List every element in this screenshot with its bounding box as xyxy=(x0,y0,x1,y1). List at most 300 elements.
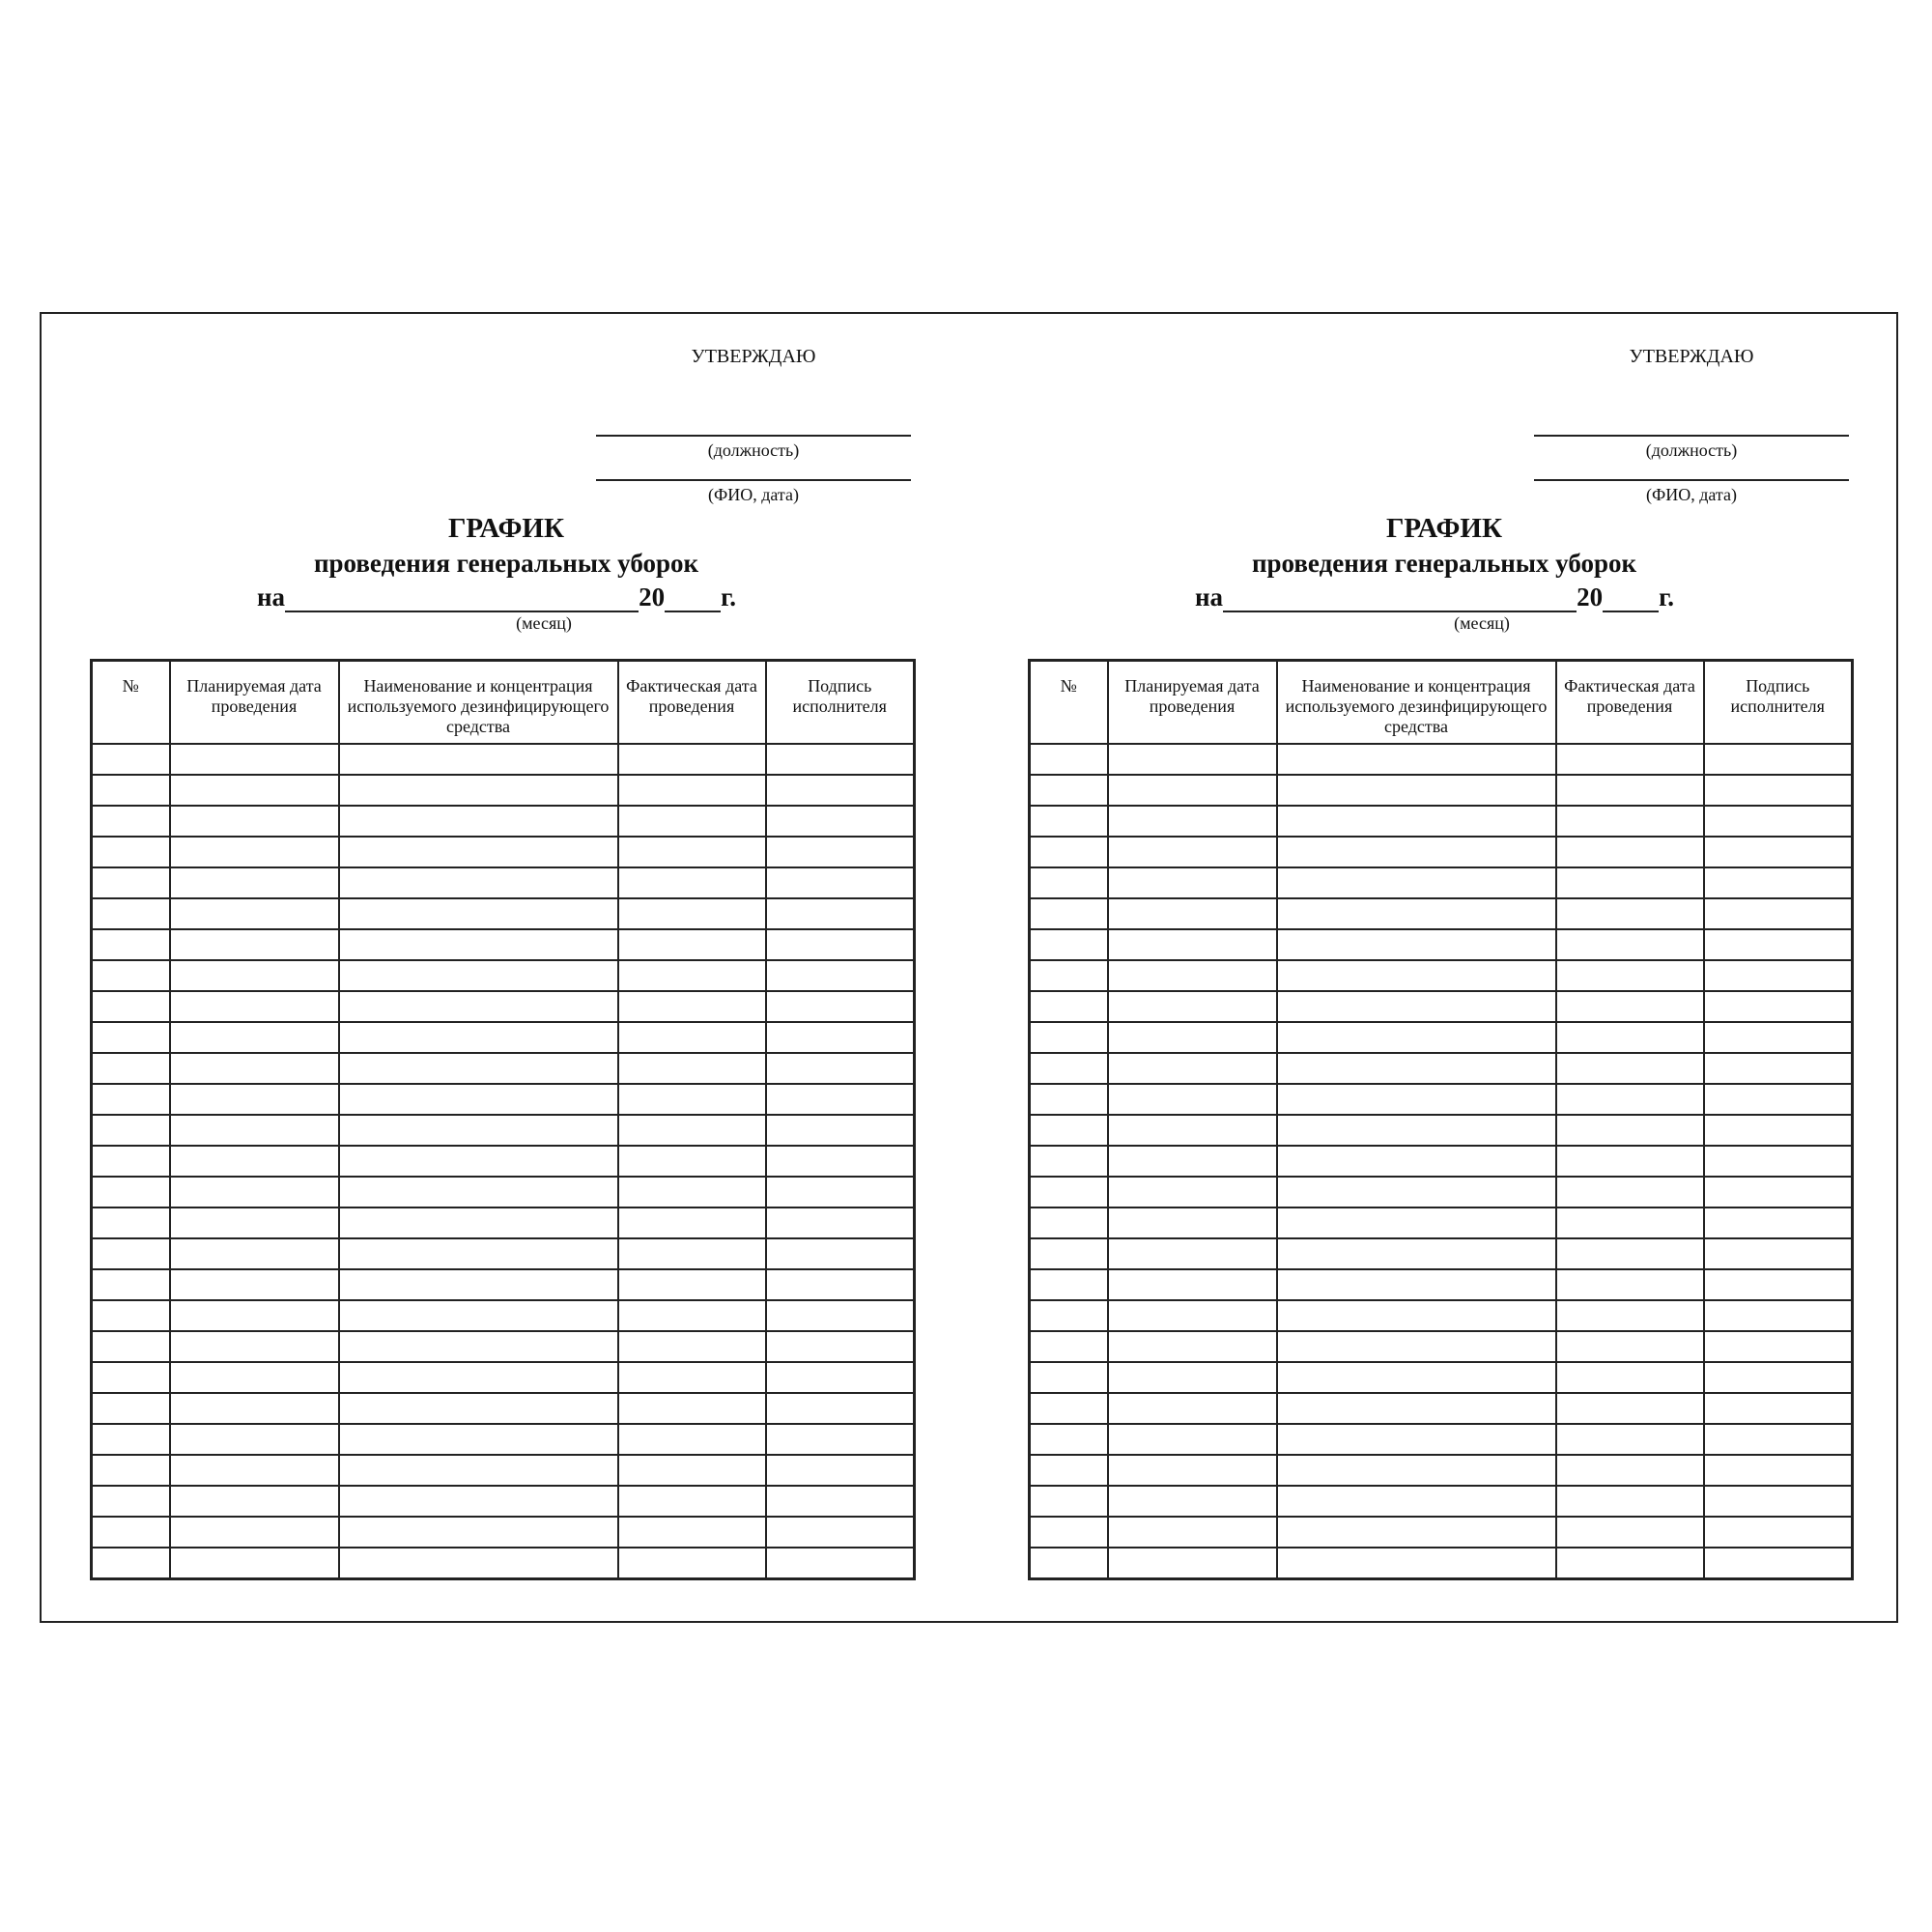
planned-date-cell[interactable] xyxy=(1108,1424,1277,1455)
disinfectant-cell[interactable] xyxy=(1277,806,1556,837)
number-cell[interactable] xyxy=(1030,1269,1108,1300)
planned-date-cell[interactable] xyxy=(1108,1548,1277,1579)
planned-date-cell[interactable] xyxy=(170,1486,339,1517)
planned-date-cell[interactable] xyxy=(1108,867,1277,898)
actual-date-cell[interactable] xyxy=(1556,1238,1704,1269)
name-date-line[interactable] xyxy=(596,479,911,481)
table-row xyxy=(1030,1269,1853,1300)
actual-date-cell[interactable] xyxy=(1556,1208,1704,1238)
actual-date-cell[interactable] xyxy=(618,1517,766,1548)
planned-date-cell[interactable] xyxy=(170,1053,339,1084)
disinfectant-cell[interactable] xyxy=(339,960,618,991)
disinfectant-cell[interactable] xyxy=(1277,1115,1556,1146)
disinfectant-cell[interactable] xyxy=(1277,929,1556,960)
disinfectant-cell[interactable] xyxy=(339,991,618,1022)
signature-cell[interactable] xyxy=(766,898,915,929)
actual-date-cell[interactable] xyxy=(618,806,766,837)
number-cell[interactable] xyxy=(92,1300,170,1331)
disinfectant-cell[interactable] xyxy=(1277,1022,1556,1053)
number-cell[interactable] xyxy=(1030,1362,1108,1393)
signature-cell[interactable] xyxy=(766,1455,915,1486)
actual-date-cell[interactable] xyxy=(1556,1517,1704,1548)
actual-date-cell[interactable] xyxy=(1556,898,1704,929)
signature-cell[interactable] xyxy=(1704,1424,1853,1455)
number-cell[interactable] xyxy=(92,1548,170,1579)
planned-date-cell[interactable] xyxy=(170,1084,339,1115)
disinfectant-cell[interactable] xyxy=(1277,867,1556,898)
disinfectant-cell[interactable] xyxy=(339,1084,618,1115)
actual-date-cell[interactable] xyxy=(618,1548,766,1579)
month-blank[interactable] xyxy=(285,583,639,612)
number-cell[interactable] xyxy=(1030,1548,1108,1579)
planned-date-cell[interactable] xyxy=(1108,1269,1277,1300)
disinfectant-cell[interactable] xyxy=(339,1486,618,1517)
actual-date-cell[interactable] xyxy=(618,898,766,929)
number-cell[interactable] xyxy=(1030,837,1108,867)
table-row xyxy=(1030,1548,1853,1579)
number-cell[interactable] xyxy=(92,1177,170,1208)
disinfectant-cell[interactable] xyxy=(339,929,618,960)
disinfectant-cell[interactable] xyxy=(1277,1548,1556,1579)
actual-date-cell[interactable] xyxy=(1556,775,1704,806)
signature-cell[interactable] xyxy=(1704,744,1853,775)
disinfectant-cell[interactable] xyxy=(339,1517,618,1548)
planned-date-cell[interactable] xyxy=(170,837,339,867)
signature-cell[interactable] xyxy=(1704,806,1853,837)
number-cell[interactable] xyxy=(92,1146,170,1177)
table-row xyxy=(92,1177,915,1208)
number-cell[interactable] xyxy=(1030,1455,1108,1486)
disinfectant-cell[interactable] xyxy=(339,1115,618,1146)
planned-date-cell[interactable] xyxy=(170,960,339,991)
year-prefix: 20 xyxy=(1577,582,1604,611)
signature-cell[interactable] xyxy=(1704,1177,1853,1208)
number-cell[interactable] xyxy=(92,806,170,837)
planned-date-cell[interactable] xyxy=(1108,1208,1277,1238)
table-row xyxy=(92,1084,915,1115)
signature-cell[interactable] xyxy=(766,1053,915,1084)
planned-date-cell[interactable] xyxy=(1108,1517,1277,1548)
actual-date-cell[interactable] xyxy=(1556,806,1704,837)
disinfectant-cell[interactable] xyxy=(1277,837,1556,867)
number-cell[interactable] xyxy=(92,1362,170,1393)
signature-cell[interactable] xyxy=(766,1238,915,1269)
disinfectant-cell[interactable] xyxy=(1277,1331,1556,1362)
signature-cell[interactable] xyxy=(766,775,915,806)
planned-date-cell[interactable] xyxy=(170,1177,339,1208)
number-cell[interactable] xyxy=(1030,960,1108,991)
planned-date-cell[interactable] xyxy=(1108,744,1277,775)
actual-date-cell[interactable] xyxy=(618,1269,766,1300)
actual-date-cell[interactable] xyxy=(618,1238,766,1269)
number-cell[interactable] xyxy=(1030,1238,1108,1269)
actual-date-cell[interactable] xyxy=(1556,1393,1704,1424)
planned-date-cell[interactable] xyxy=(1108,837,1277,867)
number-cell[interactable] xyxy=(92,991,170,1022)
disinfectant-cell[interactable] xyxy=(339,1548,618,1579)
planned-date-cell[interactable] xyxy=(170,1146,339,1177)
actual-date-cell[interactable] xyxy=(618,991,766,1022)
signature-cell[interactable] xyxy=(1704,898,1853,929)
disinfectant-cell[interactable] xyxy=(1277,1053,1556,1084)
number-cell[interactable] xyxy=(92,1208,170,1238)
table-row xyxy=(1030,1486,1853,1517)
planned-date-cell[interactable] xyxy=(170,991,339,1022)
signature-cell[interactable] xyxy=(766,1269,915,1300)
number-cell[interactable] xyxy=(1030,1424,1108,1455)
actual-date-cell[interactable] xyxy=(1556,1115,1704,1146)
planned-date-cell[interactable] xyxy=(170,775,339,806)
planned-date-cell[interactable] xyxy=(170,1269,339,1300)
number-cell[interactable] xyxy=(92,775,170,806)
table-row xyxy=(1030,1053,1853,1084)
number-cell[interactable] xyxy=(92,1424,170,1455)
number-cell[interactable] xyxy=(92,1115,170,1146)
planned-date-cell[interactable] xyxy=(1108,991,1277,1022)
actual-date-cell[interactable] xyxy=(618,1146,766,1177)
disinfectant-cell[interactable] xyxy=(1277,1146,1556,1177)
signature-cell[interactable] xyxy=(1704,991,1853,1022)
planned-date-cell[interactable] xyxy=(1108,1022,1277,1053)
signature-cell[interactable] xyxy=(766,1424,915,1455)
planned-date-cell[interactable] xyxy=(170,1300,339,1331)
disinfectant-cell[interactable] xyxy=(1277,1238,1556,1269)
signature-cell[interactable] xyxy=(766,1393,915,1424)
planned-date-cell[interactable] xyxy=(1108,1053,1277,1084)
number-cell[interactable] xyxy=(92,1238,170,1269)
signature-cell[interactable] xyxy=(1704,1548,1853,1579)
signature-cell[interactable] xyxy=(766,1517,915,1548)
actual-date-cell[interactable] xyxy=(1556,1331,1704,1362)
signature-cell[interactable] xyxy=(1704,867,1853,898)
actual-date-cell[interactable] xyxy=(618,744,766,775)
disinfectant-cell[interactable] xyxy=(339,744,618,775)
planned-date-cell[interactable] xyxy=(170,1022,339,1053)
actual-date-cell[interactable] xyxy=(618,837,766,867)
actual-date-cell[interactable] xyxy=(618,1115,766,1146)
actual-date-cell[interactable] xyxy=(1556,960,1704,991)
planned-date-cell[interactable] xyxy=(1108,1362,1277,1393)
planned-date-cell[interactable] xyxy=(170,1424,339,1455)
disinfectant-cell[interactable] xyxy=(339,1393,618,1424)
number-cell[interactable] xyxy=(1030,1300,1108,1331)
planned-date-cell[interactable] xyxy=(170,1208,339,1238)
actual-date-cell[interactable] xyxy=(1556,991,1704,1022)
planned-date-cell[interactable] xyxy=(1108,1084,1277,1115)
disinfectant-cell[interactable] xyxy=(1277,1208,1556,1238)
signature-cell[interactable] xyxy=(766,806,915,837)
disinfectant-cell[interactable] xyxy=(339,1424,618,1455)
signature-cell[interactable] xyxy=(1704,1115,1853,1146)
number-cell[interactable] xyxy=(92,1517,170,1548)
number-cell[interactable] xyxy=(92,1053,170,1084)
signature-cell[interactable] xyxy=(766,1486,915,1517)
number-cell[interactable] xyxy=(1030,775,1108,806)
planned-date-cell[interactable] xyxy=(170,1517,339,1548)
signature-cell[interactable] xyxy=(1704,1486,1853,1517)
planned-date-cell[interactable] xyxy=(1108,1331,1277,1362)
actual-date-cell[interactable] xyxy=(1556,1146,1704,1177)
planned-date-cell[interactable] xyxy=(1108,1146,1277,1177)
signature-cell[interactable] xyxy=(766,1548,915,1579)
number-cell[interactable] xyxy=(1030,1517,1108,1548)
actual-date-cell[interactable] xyxy=(618,1208,766,1238)
disinfectant-cell[interactable] xyxy=(339,837,618,867)
table-row xyxy=(92,1022,915,1053)
planned-date-cell[interactable] xyxy=(170,867,339,898)
table-row xyxy=(1030,806,1853,837)
disinfectant-cell[interactable] xyxy=(1277,991,1556,1022)
table-row xyxy=(1030,837,1853,867)
table-row xyxy=(1030,1022,1853,1053)
actual-date-cell[interactable] xyxy=(1556,837,1704,867)
disinfectant-cell[interactable] xyxy=(1277,1362,1556,1393)
number-cell[interactable] xyxy=(92,1331,170,1362)
actual-date-cell[interactable] xyxy=(1556,744,1704,775)
signature-cell[interactable] xyxy=(1704,960,1853,991)
actual-date-cell[interactable] xyxy=(1556,1177,1704,1208)
disinfectant-cell[interactable] xyxy=(339,1362,618,1393)
signature-cell[interactable] xyxy=(766,1331,915,1362)
actual-date-cell[interactable] xyxy=(618,1022,766,1053)
signature-cell[interactable] xyxy=(766,960,915,991)
planned-date-cell[interactable] xyxy=(1108,960,1277,991)
table-row xyxy=(92,1300,915,1331)
actual-date-cell[interactable] xyxy=(618,1393,766,1424)
planned-date-cell[interactable] xyxy=(1108,1393,1277,1424)
disinfectant-cell[interactable] xyxy=(339,1300,618,1331)
disinfectant-cell[interactable] xyxy=(339,1146,618,1177)
number-cell[interactable] xyxy=(92,744,170,775)
signature-cell[interactable] xyxy=(1704,1146,1853,1177)
disinfectant-cell[interactable] xyxy=(339,1208,618,1238)
signature-cell[interactable] xyxy=(1704,1331,1853,1362)
name-date-line[interactable] xyxy=(1534,479,1849,481)
signature-cell[interactable] xyxy=(766,1177,915,1208)
signature-cell[interactable] xyxy=(1704,1084,1853,1115)
signature-cell[interactable] xyxy=(1704,1022,1853,1053)
actual-date-cell[interactable] xyxy=(1556,1053,1704,1084)
signature-cell[interactable] xyxy=(766,1084,915,1115)
planned-date-cell[interactable] xyxy=(170,806,339,837)
table-row xyxy=(92,1548,915,1579)
disinfectant-cell[interactable] xyxy=(1277,1177,1556,1208)
planned-date-cell[interactable] xyxy=(1108,1177,1277,1208)
actual-date-cell[interactable] xyxy=(1556,1486,1704,1517)
disinfectant-cell[interactable] xyxy=(1277,775,1556,806)
number-cell[interactable] xyxy=(92,867,170,898)
planned-date-cell[interactable] xyxy=(1108,1238,1277,1269)
year-blank[interactable] xyxy=(1603,583,1659,612)
disinfectant-cell[interactable] xyxy=(339,1331,618,1362)
number-cell[interactable] xyxy=(92,837,170,867)
actual-date-cell[interactable] xyxy=(1556,1362,1704,1393)
signature-cell[interactable] xyxy=(1704,929,1853,960)
actual-date-cell[interactable] xyxy=(1556,1424,1704,1455)
signature-cell[interactable] xyxy=(766,991,915,1022)
number-cell[interactable] xyxy=(1030,1331,1108,1362)
table-row xyxy=(92,1455,915,1486)
actual-date-cell[interactable] xyxy=(1556,1022,1704,1053)
disinfectant-cell[interactable] xyxy=(1277,1393,1556,1424)
planned-date-cell[interactable] xyxy=(1108,898,1277,929)
actual-date-cell[interactable] xyxy=(618,867,766,898)
number-cell[interactable] xyxy=(1030,929,1108,960)
number-cell[interactable] xyxy=(1030,898,1108,929)
disinfectant-cell[interactable] xyxy=(1277,1269,1556,1300)
planned-date-cell[interactable] xyxy=(170,1548,339,1579)
signature-cell[interactable] xyxy=(766,1146,915,1177)
number-cell[interactable] xyxy=(92,1022,170,1053)
column-header-actual-date: Фактическая дата проведения xyxy=(1556,661,1704,744)
actual-date-cell[interactable] xyxy=(618,775,766,806)
disinfectant-cell[interactable] xyxy=(339,1455,618,1486)
planned-date-cell[interactable] xyxy=(170,898,339,929)
disinfectant-cell[interactable] xyxy=(1277,1084,1556,1115)
actual-date-cell[interactable] xyxy=(618,1424,766,1455)
signature-cell[interactable] xyxy=(1704,1393,1853,1424)
number-cell[interactable] xyxy=(1030,806,1108,837)
signature-cell[interactable] xyxy=(766,1300,915,1331)
actual-date-cell[interactable] xyxy=(1556,1084,1704,1115)
signature-cell[interactable] xyxy=(1704,1362,1853,1393)
position-line[interactable] xyxy=(596,435,911,437)
disinfectant-cell[interactable] xyxy=(1277,1486,1556,1517)
actual-date-cell[interactable] xyxy=(618,960,766,991)
planned-date-cell[interactable] xyxy=(1108,1455,1277,1486)
number-cell[interactable] xyxy=(92,1486,170,1517)
actual-date-cell[interactable] xyxy=(618,1053,766,1084)
actual-date-cell[interactable] xyxy=(1556,1269,1704,1300)
number-cell[interactable] xyxy=(1030,1177,1108,1208)
signature-cell[interactable] xyxy=(766,1362,915,1393)
planned-date-cell[interactable] xyxy=(1108,775,1277,806)
position-line[interactable] xyxy=(1534,435,1849,437)
planned-date-cell[interactable] xyxy=(1108,1115,1277,1146)
number-cell[interactable] xyxy=(1030,1208,1108,1238)
table-row xyxy=(1030,898,1853,929)
disinfectant-cell[interactable] xyxy=(1277,1455,1556,1486)
signature-cell[interactable] xyxy=(1704,1269,1853,1300)
actual-date-cell[interactable] xyxy=(1556,1300,1704,1331)
disinfectant-cell[interactable] xyxy=(1277,744,1556,775)
number-cell[interactable] xyxy=(92,898,170,929)
disinfectant-cell[interactable] xyxy=(339,775,618,806)
disinfectant-cell[interactable] xyxy=(1277,1300,1556,1331)
signature-cell[interactable] xyxy=(766,1115,915,1146)
disinfectant-cell[interactable] xyxy=(339,1022,618,1053)
number-cell[interactable] xyxy=(1030,1393,1108,1424)
number-cell[interactable] xyxy=(1030,1486,1108,1517)
disinfectant-cell[interactable] xyxy=(339,867,618,898)
disinfectant-cell[interactable] xyxy=(1277,1517,1556,1548)
number-cell[interactable] xyxy=(1030,1146,1108,1177)
number-cell[interactable] xyxy=(1030,867,1108,898)
signature-cell[interactable] xyxy=(766,867,915,898)
actual-date-cell[interactable] xyxy=(1556,929,1704,960)
number-cell[interactable] xyxy=(92,1269,170,1300)
number-cell[interactable] xyxy=(92,929,170,960)
actual-date-cell[interactable] xyxy=(618,1300,766,1331)
planned-date-cell[interactable] xyxy=(170,929,339,960)
planned-date-cell[interactable] xyxy=(170,1115,339,1146)
actual-date-cell[interactable] xyxy=(618,1455,766,1486)
month-blank[interactable] xyxy=(1223,583,1577,612)
number-cell[interactable] xyxy=(1030,1053,1108,1084)
signature-cell[interactable] xyxy=(1704,1053,1853,1084)
number-cell[interactable] xyxy=(1030,744,1108,775)
planned-date-cell[interactable] xyxy=(1108,929,1277,960)
actual-date-cell[interactable] xyxy=(618,1362,766,1393)
signature-cell[interactable] xyxy=(1704,1238,1853,1269)
number-cell[interactable] xyxy=(92,1084,170,1115)
planned-date-cell[interactable] xyxy=(1108,806,1277,837)
table-row xyxy=(1030,1084,1853,1115)
name-date-caption: (ФИО, дата) xyxy=(1646,485,1737,504)
actual-date-cell[interactable] xyxy=(1556,1455,1704,1486)
table-row xyxy=(1030,1455,1853,1486)
disinfectant-cell[interactable] xyxy=(339,1177,618,1208)
actual-date-cell[interactable] xyxy=(618,1486,766,1517)
planned-date-cell[interactable] xyxy=(1108,1300,1277,1331)
disinfectant-cell[interactable] xyxy=(1277,960,1556,991)
approval-title: УТВЕРЖДАЮ xyxy=(691,346,816,367)
year-blank[interactable] xyxy=(665,583,721,612)
planned-date-cell[interactable] xyxy=(170,1455,339,1486)
disinfectant-cell[interactable] xyxy=(1277,1424,1556,1455)
actual-date-cell[interactable] xyxy=(618,1177,766,1208)
signature-cell[interactable] xyxy=(766,929,915,960)
for-prefix: на xyxy=(257,582,286,611)
actual-date-cell[interactable] xyxy=(618,929,766,960)
signature-cell[interactable] xyxy=(1704,1455,1853,1486)
planned-date-cell[interactable] xyxy=(170,1331,339,1362)
number-cell[interactable] xyxy=(92,1393,170,1424)
number-cell[interactable] xyxy=(1030,991,1108,1022)
actual-date-cell[interactable] xyxy=(1556,867,1704,898)
planned-date-cell[interactable] xyxy=(1108,1486,1277,1517)
planned-date-cell[interactable] xyxy=(170,744,339,775)
disinfectant-cell[interactable] xyxy=(339,1238,618,1269)
actual-date-cell[interactable] xyxy=(1556,1548,1704,1579)
signature-cell[interactable] xyxy=(1704,837,1853,867)
signature-cell[interactable] xyxy=(766,1022,915,1053)
actual-date-cell[interactable] xyxy=(618,1084,766,1115)
disinfectant-cell[interactable] xyxy=(339,898,618,929)
disinfectant-cell[interactable] xyxy=(339,1269,618,1300)
signature-cell[interactable] xyxy=(766,744,915,775)
signature-cell[interactable] xyxy=(1704,1208,1853,1238)
planned-date-cell[interactable] xyxy=(170,1362,339,1393)
number-cell[interactable] xyxy=(92,1455,170,1486)
actual-date-cell[interactable] xyxy=(618,1331,766,1362)
signature-cell[interactable] xyxy=(766,837,915,867)
number-cell[interactable] xyxy=(1030,1115,1108,1146)
signature-cell[interactable] xyxy=(766,1208,915,1238)
number-cell[interactable] xyxy=(1030,1084,1108,1115)
month-caption: (месяц) xyxy=(1454,613,1510,633)
planned-date-cell[interactable] xyxy=(170,1238,339,1269)
disinfectant-cell[interactable] xyxy=(1277,898,1556,929)
number-cell[interactable] xyxy=(1030,1022,1108,1053)
planned-date-cell[interactable] xyxy=(170,1393,339,1424)
signature-cell[interactable] xyxy=(1704,1517,1853,1548)
disinfectant-cell[interactable] xyxy=(339,1053,618,1084)
number-cell[interactable] xyxy=(92,960,170,991)
signature-cell[interactable] xyxy=(1704,775,1853,806)
disinfectant-cell[interactable] xyxy=(339,806,618,837)
signature-cell[interactable] xyxy=(1704,1300,1853,1331)
